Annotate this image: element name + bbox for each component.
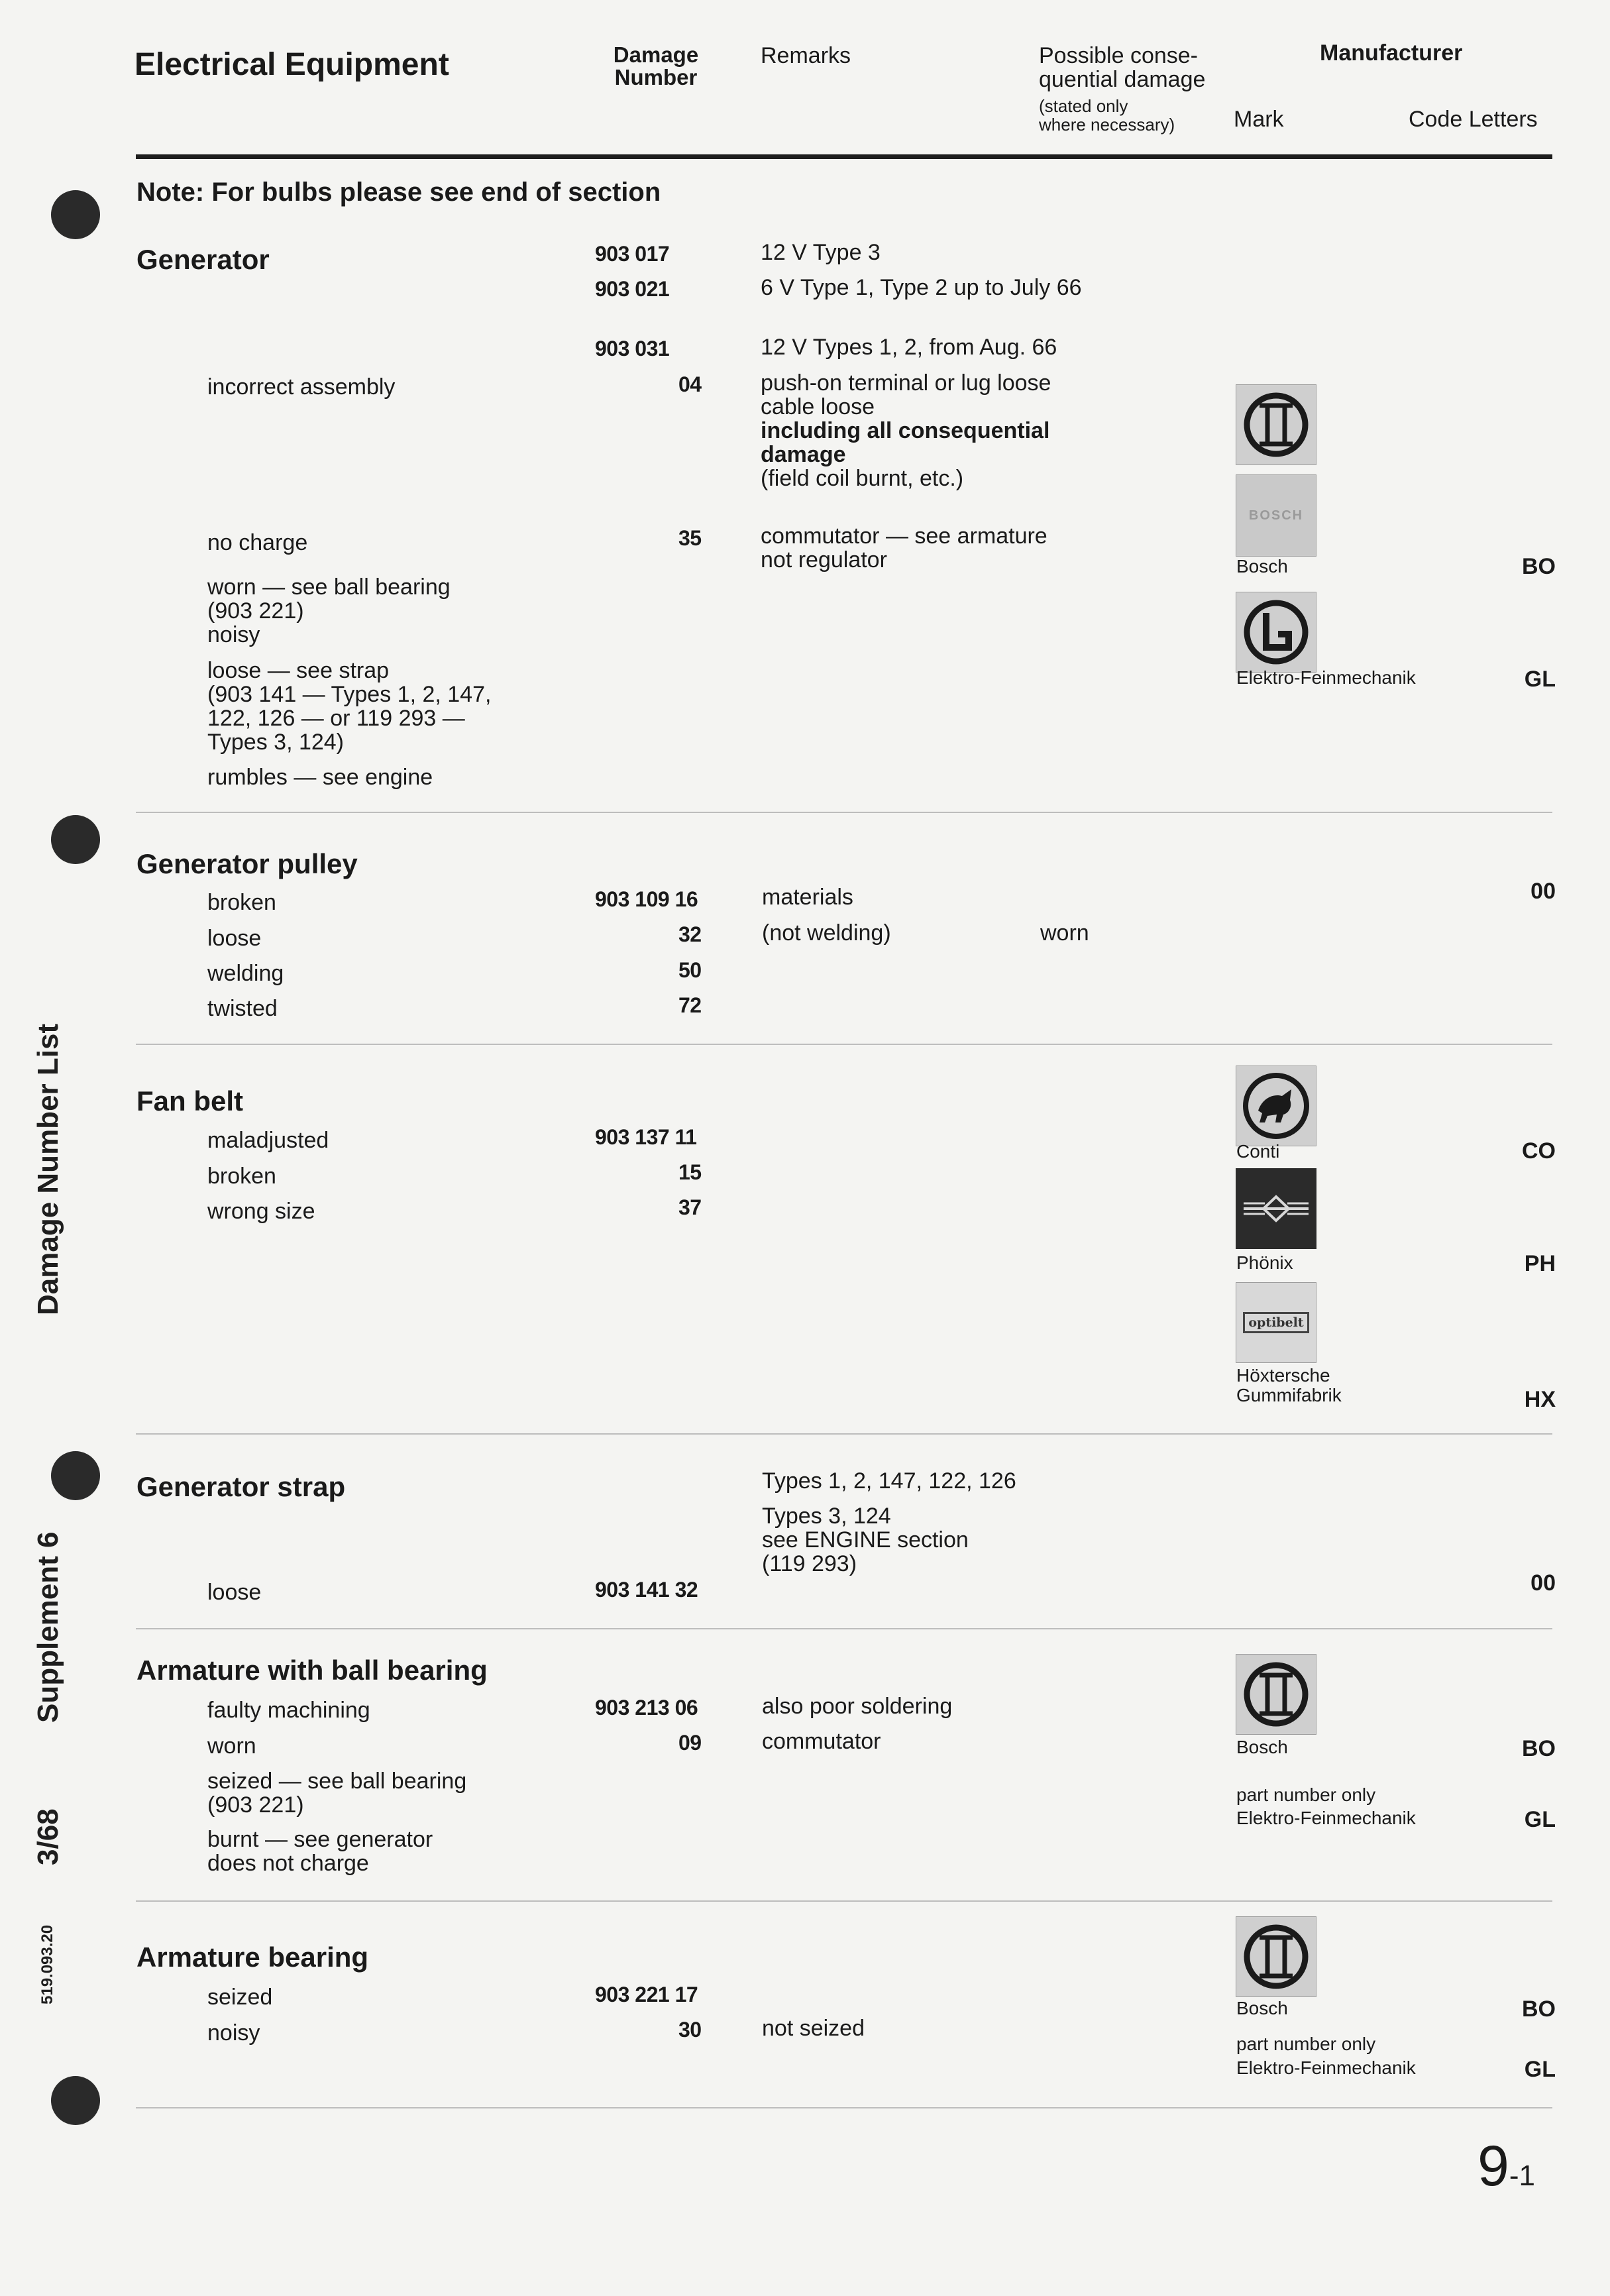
damage-code: 50 (678, 958, 702, 982)
manufacturer-code: PH (1524, 1251, 1556, 1276)
section-rule (136, 1433, 1552, 1435)
remark: Types 1, 2, 147, 122, 126 (762, 1468, 1016, 1494)
header-code-letters: Code Letters (1409, 107, 1538, 132)
section-title-fanbelt: Fan belt (136, 1085, 244, 1117)
damage-code: 04 (678, 372, 702, 396)
manufacturer-mark: Bosch (1236, 1998, 1288, 2018)
header-consequential: Possible conse- quential damage (1039, 43, 1206, 92)
section-title-bearing: Armature bearing (136, 1941, 369, 1973)
section-title-generator: Generator (136, 244, 270, 275)
remark: not seized (762, 2016, 865, 2041)
manufacturer-code: GL (1524, 667, 1556, 692)
damage-item: wrong size (207, 1199, 315, 1224)
part-number-note: part number only (1236, 2034, 1376, 2054)
damage-item: noisy (207, 2020, 260, 2046)
manufacturer-code: GL (1524, 2057, 1556, 2082)
damage-code: 30 (678, 2018, 702, 2042)
bosch-armature-icon (1240, 388, 1313, 461)
punch-hole (51, 2076, 100, 2125)
manufacturer-mark: Elektro-Feinmechanik (1236, 1808, 1416, 1828)
phonix-logo (1236, 1168, 1316, 1249)
section-title-armature: Armature with ball bearing (136, 1655, 488, 1686)
bosch-logo (1236, 1916, 1316, 1997)
phonix-diamond-icon (1240, 1189, 1313, 1229)
damage-item: welding (207, 961, 284, 986)
damage-number: 903 141 32 (595, 1578, 698, 1602)
damage-item: faulty machining (207, 1698, 370, 1723)
section-rule (136, 2107, 1552, 2108)
damage-item: loose — see strap (903 141 — Types 1, 2, 147, 122, 126 — or 119 293 — Types 3, 124) (207, 658, 492, 755)
damage-item: seized — see ball bearing (903 221) (207, 1769, 467, 1818)
elektro-feinmechanik-icon (1240, 596, 1313, 669)
manufacturer-mark: Bosch (1236, 1737, 1288, 1757)
punch-hole (51, 190, 100, 239)
side-doc-number: 519.093.20 (38, 1924, 56, 2004)
remark: 12 V Types 1, 2, from Aug. 66 (761, 335, 1057, 360)
part-number-note: part number only (1236, 1784, 1376, 1805)
optibelt-logo (1236, 1282, 1316, 1363)
bosch-armature-icon (1240, 1658, 1313, 1731)
damage-item: incorrect assembly (207, 374, 396, 400)
manufacturer-code: GL (1524, 1807, 1556, 1832)
manufacturer-code: HX (1524, 1387, 1556, 1412)
damage-item: rumbles — see engine (207, 765, 433, 790)
manufacturer-code: 00 (1530, 1570, 1556, 1596)
punch-hole (51, 815, 100, 864)
remark: Types 3, 124 see ENGINE section (119 293) (762, 1503, 969, 1576)
page-number-sub: -1 (1509, 2159, 1535, 2192)
damage-code: 15 (678, 1160, 702, 1184)
manufacturer-mark: Phönix (1236, 1252, 1293, 1273)
header-mark: Mark (1234, 107, 1284, 132)
optibelt-wordmark: optibelt (1243, 1312, 1309, 1333)
manufacturer-mark: Elektro-Feinmechanik (1236, 667, 1416, 688)
damage-code: 37 (678, 1195, 702, 1219)
damage-item: burnt — see generator does not charge (207, 1827, 433, 1876)
damage-code: 72 (678, 993, 702, 1017)
damage-item: loose (207, 926, 262, 951)
page-number-main: 9 (1477, 2134, 1509, 2198)
damage-item: no charge (207, 530, 308, 555)
damage-number: 903 109 16 (595, 887, 698, 911)
manufacturer-mark: Höxtersche Gummifabrik (1236, 1365, 1342, 1405)
manufacturer-mark: Elektro-Feinmechanik (1236, 2057, 1416, 2078)
section-title-strap: Generator strap (136, 1471, 346, 1502)
damage-item: seized (207, 1985, 273, 2010)
section-rule (136, 1900, 1552, 1902)
consequential: worn (1040, 920, 1089, 946)
header-stated-only: (stated only where necessary) (1039, 96, 1175, 135)
note: Note: For bulbs please see end of section (136, 178, 661, 207)
bosch-wordmark-logo (1236, 474, 1316, 557)
damage-number: 903 021 (595, 277, 670, 301)
remark: (not welding) (762, 920, 891, 946)
header-rule (136, 154, 1552, 159)
remark: commutator — see armature not regulator (761, 523, 1047, 573)
punch-hole (51, 1451, 100, 1500)
damage-code: 09 (678, 1731, 702, 1755)
manufacturer-mark: Conti (1236, 1141, 1280, 1162)
manufacturer-code: BO (1522, 1736, 1556, 1761)
remark: 6 V Type 1, Type 2 up to July 66 (761, 275, 1082, 300)
manufacturer-code: 00 (1530, 879, 1556, 904)
remark: materials (762, 885, 853, 910)
damage-number: 903 221 17 (595, 1983, 698, 2006)
remark: push-on terminal or lug loose cable loose including all consequential damage (field coil burnt, etc.) (761, 370, 1051, 491)
damage-code: 35 (678, 526, 702, 550)
remark: also poor soldering (762, 1694, 953, 1719)
bosch-logo (1236, 384, 1316, 465)
damage-number: 903 017 (595, 242, 670, 266)
damage-number: 903 137 11 (595, 1125, 697, 1149)
manufacturer-code: BO (1522, 554, 1556, 579)
damage-item: worn — see ball bearing (903 221) noisy (207, 574, 451, 647)
damage-item: twisted (207, 996, 278, 1021)
bosch-wordmark: BOSCH (1248, 508, 1304, 523)
damage-item: broken (207, 890, 276, 915)
damage-item: loose (207, 1580, 262, 1605)
damage-code: 32 (678, 922, 702, 946)
side-supplement: Supplement 6 (32, 1531, 64, 1723)
page-number (1477, 2134, 1535, 2199)
remark: 12 V Type 3 (761, 240, 881, 265)
side-list-title: Damage Number List (32, 1023, 64, 1315)
section-rule (136, 1044, 1552, 1045)
manufacturer-code: CO (1522, 1138, 1556, 1164)
conti-logo (1236, 1066, 1316, 1146)
section-rule (136, 812, 1552, 813)
header-remarks: Remarks (761, 43, 851, 68)
damage-number: 903 031 (595, 337, 670, 360)
elektro-feinmechanik-logo (1236, 592, 1316, 673)
header-manufacturer: Manufacturer (1320, 40, 1463, 66)
page-title: Electrical Equipment (134, 47, 449, 82)
remark: commutator (762, 1729, 881, 1754)
section-rule (136, 1628, 1552, 1629)
bosch-armature-icon (1240, 1920, 1313, 1993)
header-damage-number: Damage Number (613, 42, 699, 89)
bosch-logo (1236, 1654, 1316, 1735)
damage-item: worn (207, 1733, 256, 1759)
side-date: 3/68 (32, 1808, 64, 1865)
damage-item: broken (207, 1164, 276, 1189)
damage-item: maladjusted (207, 1128, 329, 1153)
conti-horse-icon (1240, 1069, 1313, 1142)
section-title-pulley: Generator pulley (136, 848, 358, 879)
damage-number: 903 213 06 (595, 1696, 698, 1720)
manufacturer-code: BO (1522, 1996, 1556, 2022)
manufacturer-mark: Bosch (1236, 556, 1288, 576)
